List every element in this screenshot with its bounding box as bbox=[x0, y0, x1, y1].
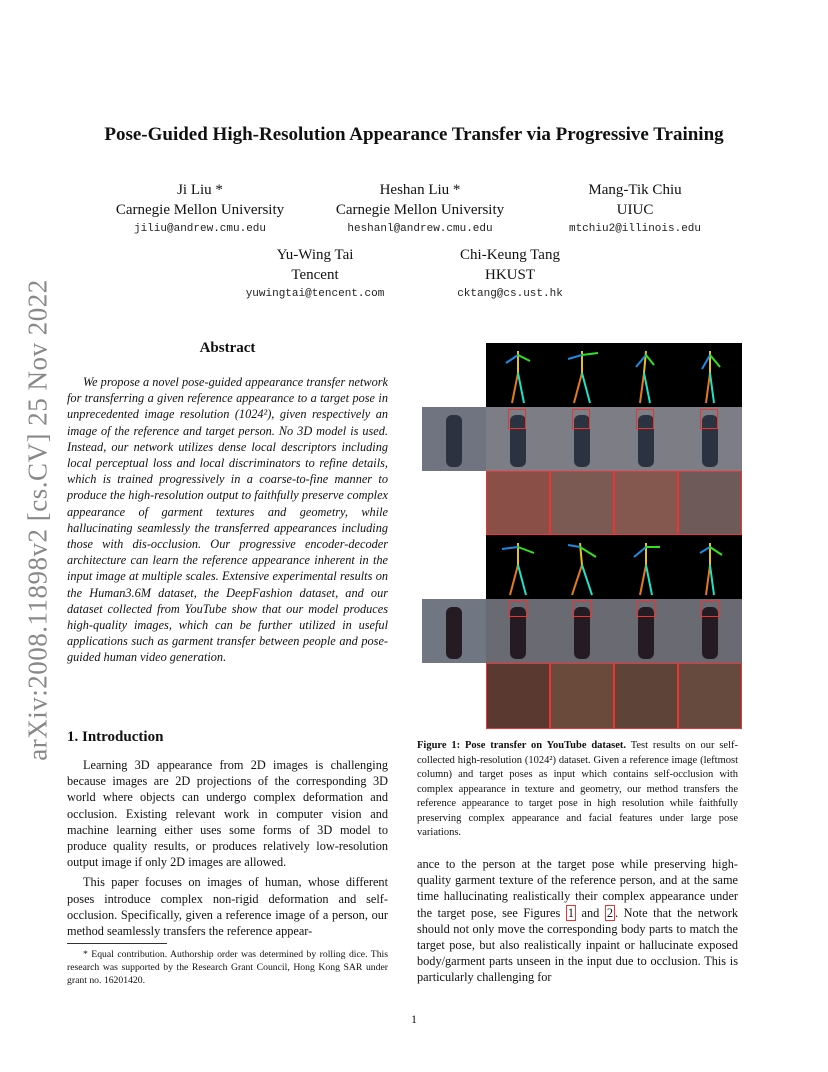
author-name: Heshan Liu * bbox=[379, 182, 461, 198]
figure-title: Pose transfer on YouTube dataset. bbox=[465, 740, 627, 751]
intro-paragraph-2: This paper focuses on images of human, whose different poses introduce complex non-rigid deformation and self-occlusion. Specifically, given a reference image of a person, our method seamlessly transfers the reference appear- bbox=[67, 875, 388, 939]
author-block-4 bbox=[215, 245, 415, 285]
result-image bbox=[614, 599, 678, 663]
arxiv-stamp bbox=[18, 280, 58, 760]
author-block-5 bbox=[410, 245, 610, 285]
figure-caption bbox=[417, 739, 738, 841]
reference-image bbox=[422, 407, 486, 471]
pose-skeleton-image bbox=[486, 535, 550, 599]
author-block-2 bbox=[315, 180, 525, 220]
author-affiliation: UIUC bbox=[616, 202, 654, 218]
pose-skeleton-image bbox=[614, 535, 678, 599]
face-crop-image bbox=[550, 471, 614, 535]
face-crop-image bbox=[614, 471, 678, 535]
author-email: jiliu@andrew.cmu.edu bbox=[133, 223, 267, 235]
arxiv-id: arXiv:2008.11898v2 [cs.CV] 25 Nov 2022 bbox=[22, 279, 53, 761]
footnote-text: * Equal contribution. Authorship order was determined by rolling dice. This research was supported by the Research Grant Council, Hong Kong SAR under grant no. 16201420. bbox=[67, 949, 388, 986]
face-crop-image bbox=[678, 663, 742, 729]
author-block-1 bbox=[95, 180, 305, 220]
section-heading: 1. Introduction bbox=[67, 729, 164, 745]
result-image bbox=[614, 407, 678, 471]
skeleton-icon bbox=[486, 535, 550, 599]
figure-caption-text: Test results on our self-collected high-resolution (1024²) dataset. Given a reference image (leftmost column) and target poses as input which contains self-occlusion with complex appearance in texture and geometry, our method transfers the reference appearance to target pose in high resolution while faithfully preserving complex appearance and facial features under large pose variations. bbox=[417, 740, 738, 838]
abstract-paragraph: We propose a novel pose-guided appearance transfer network for transferring a given reference appearance to a target pose in unprecedented image resolution (1024²), given respectively an image of the reference and target person. No 3D model is used. Instead, our network utilizes dense local descriptors including local perceptual loss and local discriminators to refine details, which is trained progressively in a coarse-to-fine manner to produce the high-resolution output to faithfully preserve complex appearance of garment textures and geometry, while hallucinating seamlessly the transferred appearances including those with dis-occlusion. Our progressive encoder-decoder architecture can learn the reference appearance inherent in the input image at multiple scales. Extensive experimental results on the Human3.6M dataset, the DeepFashion dataset, and our dataset collected from YouTube show that our model produces high-quality images, which can be further utilized in useful applications such as garment transfer between people and pose-guided human video generation. bbox=[67, 375, 388, 665]
abstract-heading: Abstract bbox=[199, 340, 256, 356]
result-image bbox=[678, 407, 742, 471]
author-name: Mang-Tik Chiu bbox=[588, 182, 682, 198]
figure-1-link[interactable]: 1 bbox=[567, 905, 574, 920]
intro-text bbox=[67, 757, 388, 939]
result-image bbox=[550, 599, 614, 663]
page-number: 1 bbox=[411, 1012, 417, 1026]
author-affiliation: Carnegie Mellon University bbox=[115, 202, 285, 218]
result-image bbox=[678, 599, 742, 663]
figure-2-link[interactable]: 2 bbox=[606, 905, 614, 920]
skeleton-icon bbox=[678, 535, 742, 599]
skeleton-icon bbox=[550, 343, 614, 407]
author-name: Yu-Wing Tai bbox=[276, 247, 354, 263]
reference-image bbox=[422, 599, 486, 663]
pose-skeleton-image bbox=[678, 343, 742, 407]
face-crop-image bbox=[486, 471, 550, 535]
skeleton-icon bbox=[486, 343, 550, 407]
skeleton-icon bbox=[614, 343, 678, 407]
author-affiliation: HKUST bbox=[484, 267, 535, 283]
body-text: ance to the person at the target pose while preserving high-quality garment texture of the reference person, and at the same time hallucinating realistically their complex appearance under the target pose, see Figures bbox=[417, 857, 738, 920]
face-crop-image bbox=[550, 663, 614, 729]
author-email: yuwingtai@tencent.com bbox=[245, 288, 385, 300]
paper-title: Pose-Guided High-Resolution Appearance Transfer via Progressive Training bbox=[104, 124, 724, 145]
pose-skeleton-image bbox=[550, 343, 614, 407]
right-column-text bbox=[417, 856, 738, 986]
result-image bbox=[486, 599, 550, 663]
face-crop-image bbox=[678, 471, 742, 535]
author-email: mtchiu2@illinois.edu bbox=[568, 223, 702, 235]
pose-skeleton-image bbox=[678, 535, 742, 599]
footnote-rule bbox=[67, 943, 167, 944]
body-text: . Note that the network should not only move the corresponding body parts to match the target pose, but also realistically inpaint or hallucinate exposed body/garment parts unseen in the input due to occlusion. This is particularly challenging for bbox=[417, 905, 738, 985]
author-affiliation: Carnegie Mellon University bbox=[335, 202, 505, 218]
skeleton-icon bbox=[678, 343, 742, 407]
abstract-text bbox=[67, 374, 388, 666]
figure-label: Figure 1: bbox=[417, 740, 461, 751]
author-name: Ji Liu * bbox=[177, 182, 223, 198]
pose-skeleton-image bbox=[550, 535, 614, 599]
intro-paragraph-1: Learning 3D appearance from 2D images is challenging because images are 2D projections of the corresponding 3D world where objects can undergo complex deformation and occlusion. Existing relevant work in computer vision and machine learning either uses some forms of 3D model to produce quality results, or produces relatively low-resolution output image if only 2D images are allowed. bbox=[67, 758, 388, 870]
figure-1-grid bbox=[422, 343, 742, 729]
skeleton-icon bbox=[614, 535, 678, 599]
pose-skeleton-image bbox=[614, 343, 678, 407]
author-name: Chi-Keung Tang bbox=[460, 247, 560, 263]
author-affiliation: Tencent bbox=[291, 267, 339, 283]
face-crop-image bbox=[486, 663, 550, 729]
result-image bbox=[550, 407, 614, 471]
author-block-3 bbox=[530, 180, 740, 220]
footnote bbox=[67, 948, 388, 987]
author-email: cktang@cs.ust.hk bbox=[457, 288, 563, 300]
author-email: heshanl@andrew.cmu.edu bbox=[347, 223, 493, 235]
body-text: and bbox=[581, 905, 600, 920]
result-image bbox=[486, 407, 550, 471]
pose-skeleton-image bbox=[486, 343, 550, 407]
face-crop-image bbox=[614, 663, 678, 729]
skeleton-icon bbox=[550, 535, 614, 599]
